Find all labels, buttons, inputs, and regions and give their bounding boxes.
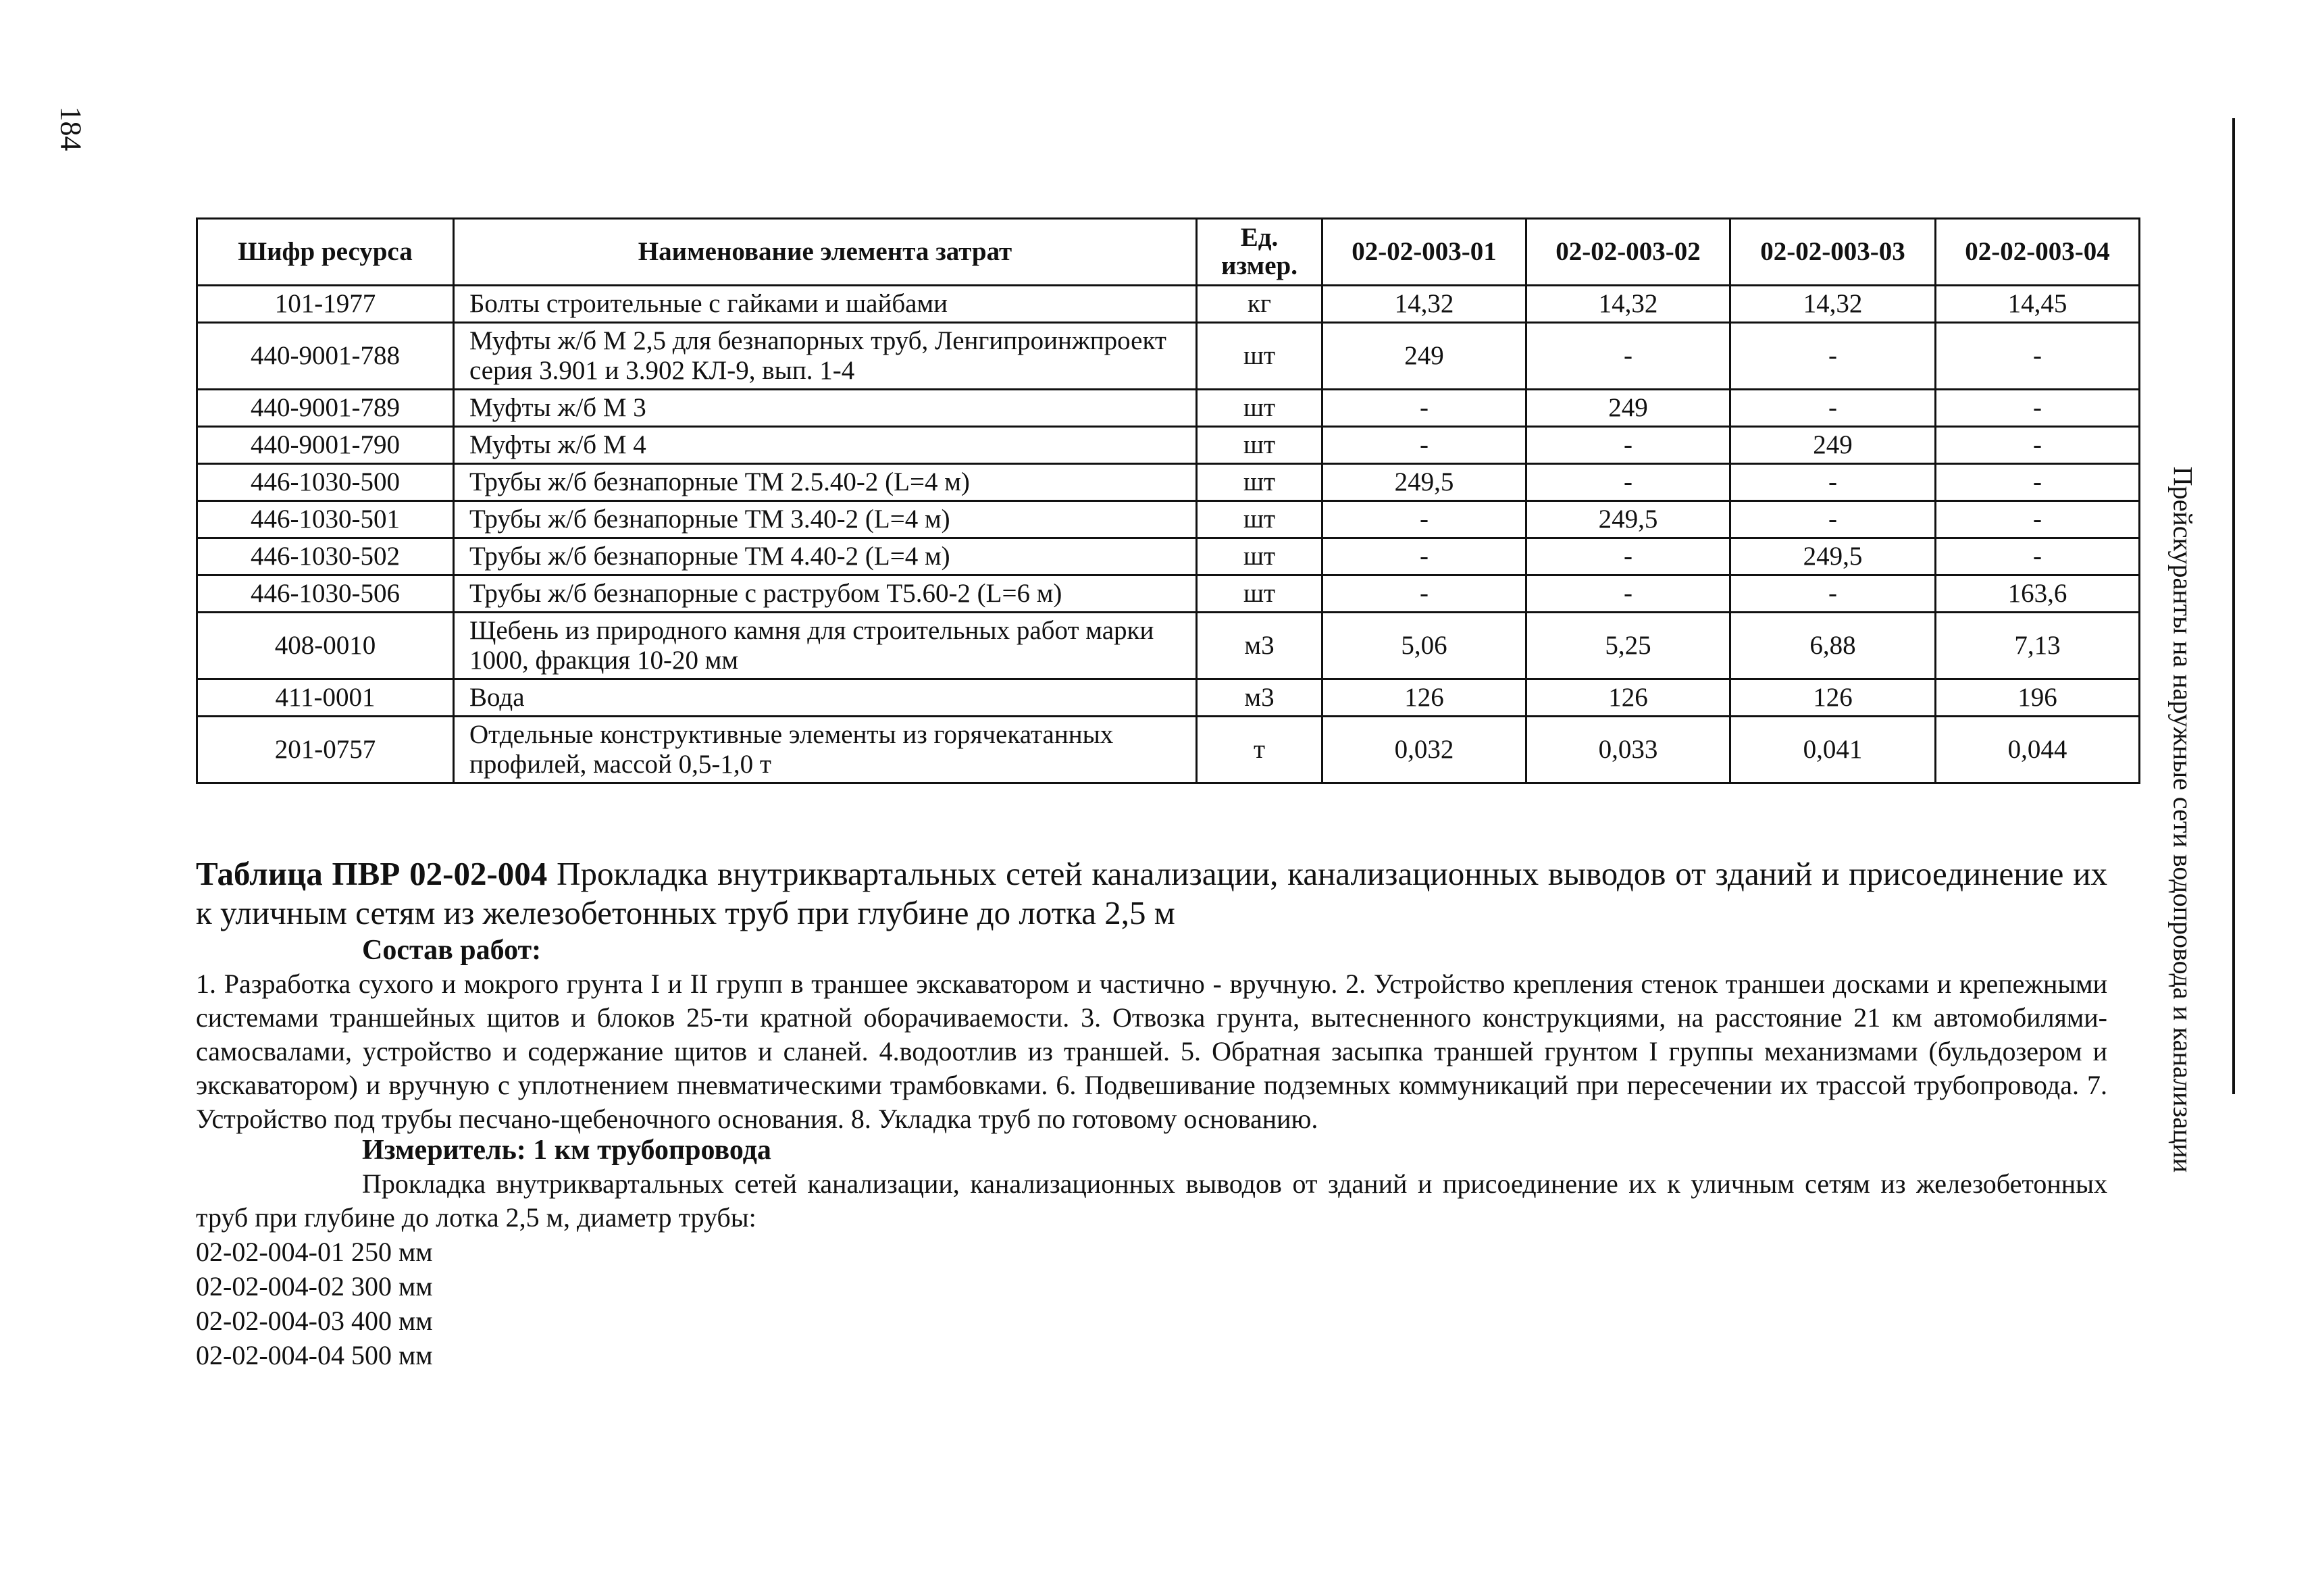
- page-number: 184: [54, 106, 88, 151]
- cell-code: 446-1030-500: [197, 464, 454, 501]
- cell-value: 0,032: [1322, 717, 1526, 783]
- cell-code: 440-9001-788: [197, 323, 454, 390]
- cell-value: -: [1730, 464, 1936, 501]
- cell-code: 101-1977: [197, 286, 454, 323]
- running-header: Прейскуранты на наружные сети водопровода и канализации: [2167, 466, 2199, 1173]
- table-row: [197, 679, 2140, 717]
- composition-heading: Состав работ:: [362, 935, 542, 966]
- variants-intro: Прокладка внутриквартальных сетей канализации, канализационных выводов от зданий и присоединение их к уличным сетям из железобетонных труб при глубине до лотка 2,5 м, диаметр трубы:: [196, 1168, 2107, 1233]
- cell-value: -: [1526, 427, 1730, 464]
- cell-unit: шт: [1197, 501, 1322, 538]
- cell-value: 249,5: [1730, 538, 1936, 575]
- cell-unit: м3: [1197, 679, 1322, 717]
- cell-value: 126: [1322, 679, 1526, 717]
- table-row: [197, 501, 2140, 538]
- cell-name: Отдельные конструктивные элементы из горячекатанных профилей, массой 0,5-1,0 т: [454, 717, 1197, 783]
- table-row: [197, 464, 2140, 501]
- cell-value: -: [1322, 575, 1526, 613]
- header-unit: Ед. измер.: [1197, 219, 1322, 286]
- list-item: 02-02-004-04 500 мм: [196, 1340, 433, 1370]
- cell-value: 249: [1526, 390, 1730, 427]
- cell-name: Вода: [454, 679, 1197, 717]
- cell-name: Болты строительные с гайками и шайбами: [454, 286, 1197, 323]
- section-title: [196, 854, 2107, 933]
- cell-unit: шт: [1197, 427, 1322, 464]
- cell-unit: м3: [1197, 613, 1322, 679]
- cell-value: 249: [1730, 427, 1936, 464]
- cell-name: Щебень из природного камня для строительных работ марки 1000, фракция 10-20 мм: [454, 613, 1197, 679]
- cell-name: Муфты ж/б М 4: [454, 427, 1197, 464]
- cell-value: -: [1322, 538, 1526, 575]
- header-variant-04: 02-02-003-04: [1936, 219, 2140, 286]
- cell-name: Муфты ж/б М 2,5 для безнапорных труб, Ленгипроинжпроект серия 3.901 и 3.902 КЛ-9, вып. 1-4: [454, 323, 1197, 390]
- cell-value: 5,25: [1526, 613, 1730, 679]
- header-resource-code: Шифр ресурса: [197, 219, 454, 286]
- cell-code: 411-0001: [197, 679, 454, 717]
- cell-name: Трубы ж/б безнапорные ТМ 2.5.40-2 (L=4 м): [454, 464, 1197, 501]
- table-id: Таблица ПВР 02-02-004: [196, 855, 548, 892]
- cell-value: 7,13: [1936, 613, 2140, 679]
- cell-value: -: [1936, 323, 2140, 390]
- cell-code: 440-9001-790: [197, 427, 454, 464]
- cell-name: Трубы ж/б безнапорные ТМ 3.40-2 (L=4 м): [454, 501, 1197, 538]
- cell-unit: шт: [1197, 390, 1322, 427]
- cell-value: -: [1936, 501, 2140, 538]
- cell-value: 0,044: [1936, 717, 2140, 783]
- table-header-row: [197, 219, 2140, 286]
- header-variant-02: 02-02-003-02: [1526, 219, 1730, 286]
- header-variant-01: 02-02-003-01: [1322, 219, 1526, 286]
- cell-value: 14,32: [1322, 286, 1526, 323]
- cell-code: 446-1030-502: [197, 538, 454, 575]
- cell-code: 201-0757: [197, 717, 454, 783]
- cell-value: -: [1936, 464, 2140, 501]
- cell-value: -: [1322, 390, 1526, 427]
- cell-value: -: [1526, 575, 1730, 613]
- cell-value: 0,041: [1730, 717, 1936, 783]
- cell-value: 0,033: [1526, 717, 1730, 783]
- section-title-text: Прокладка внутриквартальных сетей канализации, канализационных выводов от зданий и присоединение их к уличным сетям из железобетонных труб при глубине до лотка 2,5 м: [196, 855, 2107, 931]
- cell-value: -: [1526, 538, 1730, 575]
- cell-value: 196: [1936, 679, 2140, 717]
- cell-value: -: [1526, 464, 1730, 501]
- header-variant-03: 02-02-003-03: [1730, 219, 1936, 286]
- list-item: 02-02-004-02 300 мм: [196, 1271, 433, 1302]
- table-row: [197, 575, 2140, 613]
- cell-code: 408-0010: [197, 613, 454, 679]
- cell-value: -: [1936, 390, 2140, 427]
- cell-name: Трубы ж/б безнапорные с раструбом Т5.60-2 (L=6 м): [454, 575, 1197, 613]
- table-row: [197, 323, 2140, 390]
- list-item: 02-02-004-01 250 мм: [196, 1237, 433, 1267]
- cell-code: 446-1030-506: [197, 575, 454, 613]
- cell-value: 5,06: [1322, 613, 1526, 679]
- table-row: [197, 427, 2140, 464]
- cell-unit: шт: [1197, 323, 1322, 390]
- cell-value: 249: [1322, 323, 1526, 390]
- table-row: [197, 613, 2140, 679]
- cell-value: -: [1936, 538, 2140, 575]
- cell-value: -: [1730, 390, 1936, 427]
- cell-value: -: [1730, 575, 1936, 613]
- cell-value: 6,88: [1730, 613, 1936, 679]
- header-cost-element: Наименование элемента затрат: [454, 219, 1197, 286]
- cell-value: 14,45: [1936, 286, 2140, 323]
- cell-value: -: [1730, 323, 1936, 390]
- cell-value: -: [1526, 323, 1730, 390]
- list-item: 02-02-004-03 400 мм: [196, 1306, 433, 1336]
- cell-code: 446-1030-501: [197, 501, 454, 538]
- cell-unit: т: [1197, 717, 1322, 783]
- cell-unit: шт: [1197, 464, 1322, 501]
- cell-value: 126: [1730, 679, 1936, 717]
- cell-value: 126: [1526, 679, 1730, 717]
- table-row: [197, 538, 2140, 575]
- cell-value: -: [1730, 501, 1936, 538]
- cell-unit: шт: [1197, 575, 1322, 613]
- cell-value: 14,32: [1526, 286, 1730, 323]
- cell-unit: кг: [1197, 286, 1322, 323]
- cell-value: -: [1322, 501, 1526, 538]
- composition-text: 1. Разработка сухого и мокрого грунта I и II групп в траншее экскаватором и частично - вручную. 2. Устройство крепления стенок траншеи досками и крепежными системами траншейных щитов и блоков 25-ти кратной оборачиваемости. 3. Отвозка грунта, вытесненного конструкциями, на расстояние 21 км автомобилями-самосвалами, устройство и содержание щитов и сланей. 4.водоотлив из траншей. 5. Обратная засыпка траншей грунтом I группы механизмами (бульдозером и экскаватором) и вручную с уплотнением пневматическими трамбовками. 6. Подвешивание подземных коммуникаций при пересечении их трассой трубопровода. 7. Устройство под трубы песчано-щебеночного основания. 8. Укладка труб по готовому основанию.: [196, 969, 2107, 1134]
- cell-code: 440-9001-789: [197, 390, 454, 427]
- variant-list: [196, 1235, 2107, 1372]
- cell-unit: шт: [1197, 538, 1322, 575]
- cell-name: Трубы ж/б безнапорные ТМ 4.40-2 (L=4 м): [454, 538, 1197, 575]
- table-row: [197, 390, 2140, 427]
- meter-heading: Измеритель: 1 км трубопровода: [362, 1135, 771, 1166]
- resource-table: [196, 217, 2140, 784]
- cell-name: Муфты ж/б М 3: [454, 390, 1197, 427]
- cell-value: 14,32: [1730, 286, 1936, 323]
- cell-value: 163,6: [1936, 575, 2140, 613]
- cell-value: -: [1936, 427, 2140, 464]
- table-row: [197, 286, 2140, 323]
- cell-value: -: [1322, 427, 1526, 464]
- cell-value: 249,5: [1322, 464, 1526, 501]
- table-row: [197, 717, 2140, 783]
- cell-value: 249,5: [1526, 501, 1730, 538]
